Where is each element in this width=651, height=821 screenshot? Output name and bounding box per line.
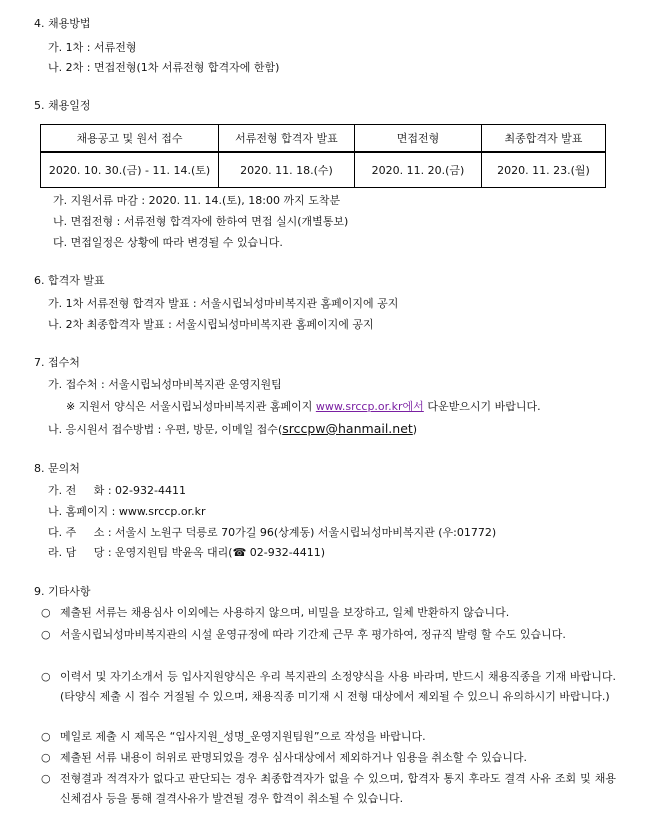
note-item: 제출된 서류 내용이 허위로 판명되었을 경우 심사대상에서 제외하거나 임용을 취소할 수 있습니다. bbox=[60, 751, 527, 764]
section-7-note-suffix: 다운받으시기 바랍니다. bbox=[427, 400, 541, 413]
section-6-item-2: 나. 2차 최종합격자 발표 : 서울시립뇌성마비복지관 홈페이지에 공지 bbox=[48, 318, 374, 331]
section-6-item-1: 가. 1차 서류전형 합격자 발표 : 서울시립뇌성마비복지관 홈페이지에 공지 bbox=[48, 297, 399, 310]
section-5-note-2: 나. 면접전형 : 서류전형 합격자에 한하여 면접 실시(개별통보) bbox=[53, 215, 349, 228]
homepage-link[interactable]: www.srccp.or.kr에서 bbox=[315, 400, 424, 413]
schedule-value-cell: 2020. 11. 20.(금) bbox=[355, 152, 482, 188]
section-7-item-2 bbox=[48, 422, 417, 437]
bullet-icon: ○ bbox=[41, 606, 51, 619]
bullet-icon: ○ bbox=[41, 772, 51, 785]
schedule-header-cell: 최종합격자 발표 bbox=[482, 125, 606, 152]
contact-address: 다. 주 소 : 서울시 노원구 덕릉로 70가길 96(상계동) 서울시립뇌성마비복지관 (우:01772) bbox=[48, 526, 497, 539]
section-6-title: 6. 합격자 발표 bbox=[34, 274, 105, 287]
schedule-header-cell: 면접전형 bbox=[355, 125, 482, 152]
note-item: 제출된 서류는 채용심사 이외에는 사용하지 않으며, 비밀을 보장하고, 일체 반환하지 않습니다. bbox=[60, 606, 510, 619]
section-7-note-prefix: ※ 지원서 양식은 서울시립뇌성마비복지관 홈페이지 bbox=[66, 400, 313, 413]
schedule-value-cell: 2020. 11. 23.(월) bbox=[482, 152, 606, 188]
section-8-title: 8. 문의처 bbox=[34, 462, 80, 475]
bullet-icon: ○ bbox=[41, 751, 51, 764]
section-7-title: 7. 접수처 bbox=[34, 356, 80, 369]
contact-homepage: 나. 홈페이지 : www.srccp.or.kr bbox=[48, 505, 206, 518]
email-link[interactable]: srccpw@hanmail.net bbox=[282, 421, 413, 436]
section-5-note-3: 다. 면접일정은 상황에 따라 변경될 수 있습니다. bbox=[53, 236, 283, 249]
section-7-item-2-suffix: ) bbox=[412, 423, 418, 436]
bullet-icon: ○ bbox=[41, 628, 51, 641]
bullet-icon: ○ bbox=[41, 670, 51, 683]
section-4-title: 4. 채용방법 bbox=[34, 17, 91, 30]
schedule-value-row bbox=[41, 152, 606, 188]
section-7-note bbox=[66, 400, 541, 414]
note-item: 서울시립뇌성마비복지관의 시설 운영규정에 따라 기간제 근무 후 평가하여, 정규직 발령 할 수도 있습니다. bbox=[60, 628, 566, 641]
schedule-header-cell: 서류전형 합격자 발표 bbox=[219, 125, 355, 152]
schedule-table bbox=[40, 124, 606, 188]
section-7-item-1: 가. 접수처 : 서울시립뇌성마비복지관 운영지원팀 bbox=[48, 378, 282, 391]
contact-phone: 가. 전 화 : 02-932-4411 bbox=[48, 484, 186, 497]
contact-manager: 라. 담 당 : 운영지원팀 박윤옥 대리(☎ 02-932-4411) bbox=[48, 546, 326, 559]
note-item: 이력서 및 자기소개서 등 입사지원양식은 우리 복지관의 소정양식을 사용 바라며, 반드시 채용직종을 기재 바랍니다.(타양식 제출 시 접수 거절될 수 있으며, 채용직종 미기재 시 전형 대상에서 제외될 수 있으니 유의하시기 바랍니다.) bbox=[60, 670, 616, 703]
section-9-title: 9. 기타사항 bbox=[34, 585, 91, 598]
bullet-icon: ○ bbox=[41, 730, 51, 743]
note-item: 메일로 제출 시 제목은 “입사지원_성명_운영지원팀원”으로 작성을 바랍니다. bbox=[60, 730, 426, 743]
schedule-value-cell: 2020. 10. 30.(금) - 11. 14.(토) bbox=[41, 152, 219, 188]
schedule-header-row bbox=[41, 125, 606, 152]
section-5-title: 5. 채용일정 bbox=[34, 99, 91, 112]
section-4-item-1: 가. 1차 : 서류전형 bbox=[48, 41, 137, 54]
section-4-item-2: 나. 2차 : 면접전형(1차 서류전형 합격자에 한함) bbox=[48, 61, 280, 74]
note-item: 전형결과 적격자가 없다고 판단되는 경우 최종합격자가 없을 수 있으며, 합격자 통지 후라도 결격 사유 조회 및 채용신체검사 등을 통해 결격사유가 발견될 경우 합격이 취소될 수 있습니다. bbox=[60, 772, 616, 805]
schedule-header-cell: 채용공고 및 원서 접수 bbox=[41, 125, 219, 152]
section-7-item-2-prefix: 나. 응시원서 접수방법 : 우편, 방문, 이메일 접수( bbox=[48, 423, 283, 436]
section-5-note-1: 가. 지원서류 마감 : 2020. 11. 14.(토), 18:00 까지 도착분 bbox=[53, 194, 341, 207]
schedule-value-cell: 2020. 11. 18.(수) bbox=[219, 152, 355, 188]
